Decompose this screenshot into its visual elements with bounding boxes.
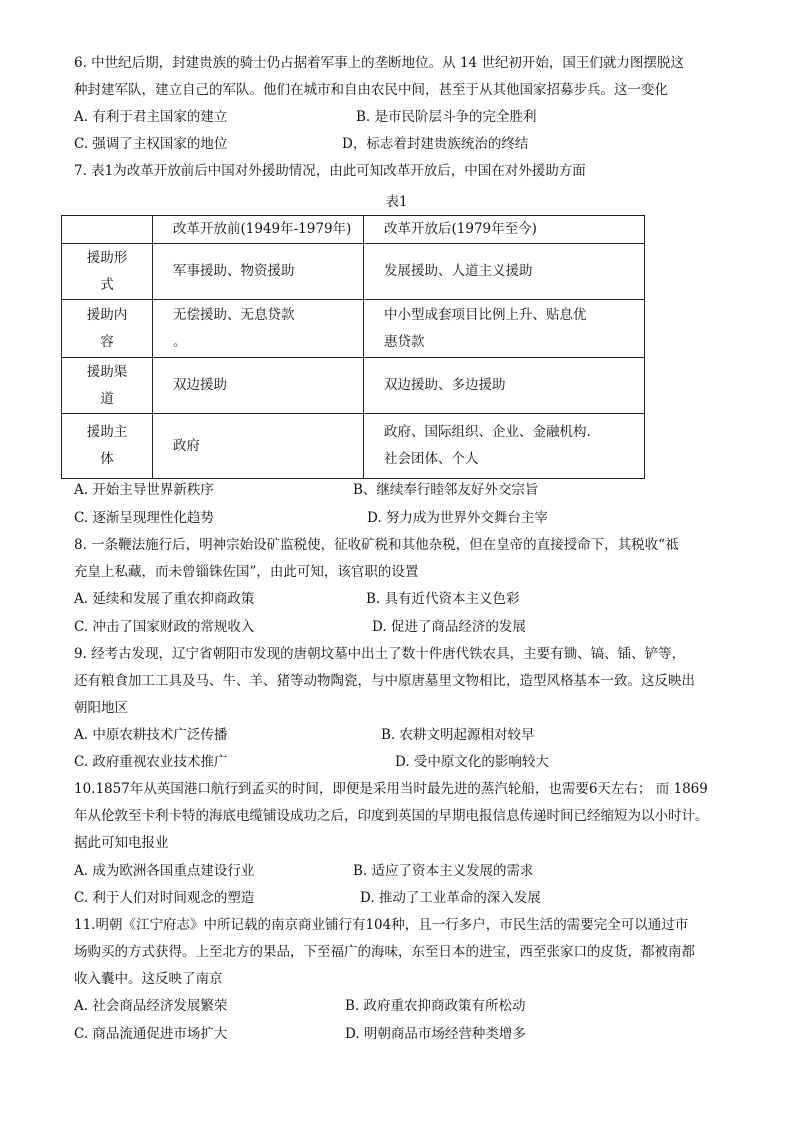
q11-option-c: C. 商品流通促进市场扩大 (74, 1026, 228, 1042)
cell-subject-after: 政府、国际组织、企业、金融机构. 社会团体、个人 (364, 414, 645, 479)
q8-option-b: B. 具有近代资本主义色彩 (366, 591, 520, 607)
q11-stem-line-1: 11.明朝《江宁府志》中所记载的南京商业铺行有104种，且一行多户，市民生活的需要完全可以通过市 (74, 917, 689, 933)
q11-stem-line-3: 收入囊中。这反映了南京 (74, 971, 223, 987)
q7-option-b: B、继续奉行睦邻友好外交宗旨 (353, 482, 539, 498)
row-head-content: 援助内 容 (62, 300, 153, 358)
q11-option-b: B. 政府重农抑商政策有所松动 (345, 998, 526, 1014)
q8-stem-line-2: 充皇上私藏，而未曾锱铢佐国”，由此可知，该官职的设置 (74, 564, 419, 580)
q9-stem-line-3: 朝阳地区 (74, 700, 128, 716)
table-header-before: 改革开放前(1949年-1979年) (153, 216, 364, 244)
q6-option-a: A. 有利于君主国家的建立 (74, 109, 228, 125)
q9-option-b: B. 农耕文明起源相对较早 (381, 727, 535, 743)
q7-stem: 7. 表1为改革开放前后中国对外援助情况，由此可知改革开放后，中国在对外援助方面 (74, 163, 586, 179)
q10-option-c: C. 利于人们对时间观念的塑造 (74, 890, 255, 906)
table-header-corner (62, 216, 153, 244)
q8-option-a: A. 延续和发展了重农抑商政策 (74, 591, 255, 607)
q11-stem-line-2: 场购买的方式获得。上至北方的果品，下至福广的海味，东至日本的进宝，西至张家口的皮货，都被南都 (74, 944, 695, 960)
table-row (62, 244, 645, 300)
table-caption: 表1 (385, 194, 408, 210)
q9-option-c: C. 政府重视农业技术推广 (74, 754, 228, 770)
table-header-after: 改革开放后(1979年至今) (364, 216, 645, 244)
q6-stem-line-2: 种封建军队，建立自己的军队。他们在城市和自由农民中间，甚至于从其他国家招募步兵。这一变化 (74, 82, 668, 98)
q10-stem-line-2: 年从伦敦至卡利卡特的海底电缆铺设成功之后，印度到英国的早期电报信息传递时间已经缩短为以小时计。 (74, 808, 709, 824)
aid-comparison-table (61, 215, 645, 479)
q9-option-a: A. 中原农耕技术广泛传播 (74, 727, 228, 743)
q10-stem-line-3: 据此可知电报业 (74, 835, 169, 851)
q9-option-d: D. 受中原文化的影响较大 (395, 754, 549, 770)
cell-form-before: 军事援助、物资援助 (153, 244, 364, 300)
q7-option-c: C. 逐渐呈现理性化趋势 (74, 510, 214, 526)
table-row (62, 300, 645, 358)
q9-stem-line-1: 9. 经考古发现，辽宁省朝阳市发现的唐朝坟墓中出土了数十件唐代铁农具，主要有锄、镐、锸、铲等， (74, 646, 686, 662)
q9-stem-line-2: 还有粮食加工工具及马、牛、羊、猪等动物陶瓷，与中原唐墓里文物相比，造型风格基本一致。这反映出 (74, 673, 695, 689)
cell-channel-before: 双边援助 (153, 358, 364, 414)
cell-content-before: 无偿援助、无息贷款 。 (153, 300, 364, 358)
cell-channel-after: 双边援助、多边援助 (364, 358, 645, 414)
q6-option-c: C. 强调了主权国家的地位 (74, 136, 228, 152)
q11-option-d: D. 明朝商品市场经营种类增多 (345, 1026, 526, 1042)
q11-option-a: A. 社会商品经济发展繁荣 (74, 998, 228, 1014)
q10-option-b: B. 适应了资本主义发展的需求 (353, 863, 534, 879)
cell-form-after: 发展援助、人道主义援助 (364, 244, 645, 300)
q10-option-a: A. 成为欧洲各国重点建设行业 (74, 863, 255, 879)
q7-option-a: A. 开始主导世界新秩序 (74, 482, 214, 498)
row-head-form: 援助形 式 (62, 244, 153, 300)
table-row (62, 358, 645, 414)
row-head-subject: 援助主 体 (62, 414, 153, 479)
q6-option-d: D，标志着封建贵族统治的终结 (342, 136, 529, 152)
row-head-channel: 援助渠 道 (62, 358, 153, 414)
q6-stem-line-1: 6. 中世纪后期，封建贵族的骑士仍占据着军事上的垄断地位。从 14 世纪初开始，国王们就力图摆脱这 (74, 55, 684, 71)
cell-subject-before: 政府 (153, 414, 364, 479)
table-row (62, 414, 645, 479)
q8-option-c: C. 冲击了国家财政的常规收入 (74, 619, 255, 635)
q7-option-d: D. 努力成为世界外交舞台主宰 (367, 510, 548, 526)
q8-option-d: D. 促进了商品经济的发展 (372, 619, 526, 635)
q10-option-d: D. 推动了工业革命的深入发展 (360, 890, 541, 906)
q8-stem-line-1: 8. 一条鞭法施行后，明神宗始设矿监税使，征收矿税和其他杂税，但在皇帝的直接授命下，其税收“祗 (74, 537, 679, 553)
q10-stem-line-1: 10.1857年从英国港口航行到孟买的时间，即便是采用当时最先进的蒸汽轮船，也需要6天左右； 而 1869 (74, 781, 708, 797)
cell-content-after: 中小型成套项目比例上升、贴息优 惠贷款 (364, 300, 645, 358)
q6-option-b: B. 是市民阶层斗争的完全胜利 (356, 109, 537, 125)
table-header-row (62, 216, 645, 244)
